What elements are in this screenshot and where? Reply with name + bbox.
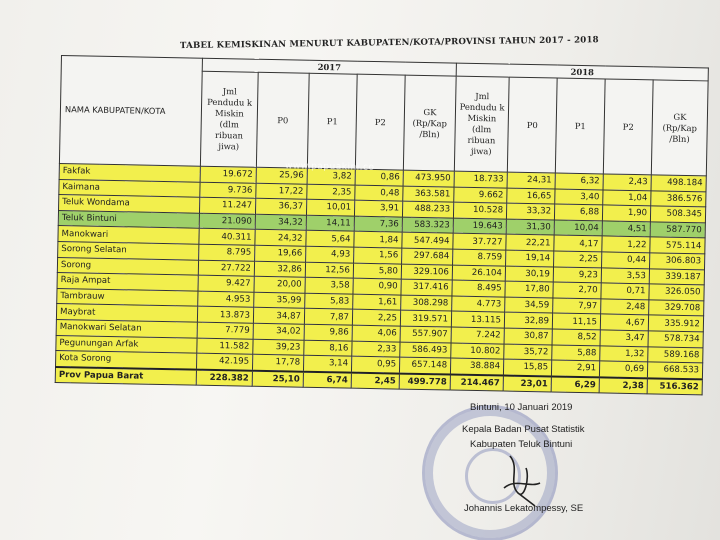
cell-p0-2018: 30,87 xyxy=(504,328,552,345)
cell-p1-2017: 10,01 xyxy=(306,199,354,216)
cell-p1-2017: 12,56 xyxy=(305,262,353,279)
cell-p2-2017: 1,84 xyxy=(354,232,402,249)
cell-gk-2017: 657.148 xyxy=(399,357,450,374)
header-p0-2017: P0 xyxy=(256,72,309,168)
cell-name: Teluk Bintuni xyxy=(58,210,199,228)
cell-p1-2017: 6,74 xyxy=(303,371,351,388)
cell-p2-2017: 1,61 xyxy=(353,294,401,311)
cell-gk-2017: 499.778 xyxy=(399,373,450,390)
cell-p0-2017: 19,66 xyxy=(255,245,306,262)
cell-p1-2018: 11,15 xyxy=(552,313,600,330)
cell-p0-2018: 19,14 xyxy=(506,250,554,267)
cell-p2-2018: 1,32 xyxy=(600,345,648,362)
cell-p0-2018: 17,80 xyxy=(505,281,553,298)
cell-jml-2018: 26.104 xyxy=(452,265,505,282)
cell-p1-2018: 7,97 xyxy=(553,298,601,315)
header-p2-2017: P2 xyxy=(355,74,405,170)
cell-p2-2018: 4,51 xyxy=(602,221,650,238)
header-name: NAMA KABUPATEN/KOTA xyxy=(59,56,202,167)
cell-gk-2017: 363.581 xyxy=(403,186,454,203)
poverty-table-container xyxy=(55,55,708,396)
cell-name: Tambrauw xyxy=(57,288,198,306)
cell-p2-2017: 7,36 xyxy=(354,216,402,233)
header-year-2018: 2018 xyxy=(456,63,708,81)
cell-p2-2017: 4,06 xyxy=(352,325,400,342)
cell-p0-2018: 33,32 xyxy=(506,203,554,220)
cell-p0-2017: 39,23 xyxy=(253,339,304,356)
cell-gk-2018: 329.708 xyxy=(649,300,704,317)
watermark-text: www.papuakini.co xyxy=(284,161,375,173)
cell-jml-2018: 10.528 xyxy=(453,202,506,219)
cell-jml-2018: 9.662 xyxy=(454,187,507,204)
cell-gk-2017: 488.233 xyxy=(402,201,453,218)
cell-jml-2017: 7.779 xyxy=(197,322,253,339)
cell-p2-2018: 1,22 xyxy=(602,236,650,253)
cell-p0-2018: 24,31 xyxy=(507,172,555,189)
cell-p0-2017: 24,32 xyxy=(255,230,306,247)
cell-p1-2018: 8,52 xyxy=(552,329,600,346)
cell-p0-2018: 34,59 xyxy=(505,297,553,314)
cell-p0-2018: 23,01 xyxy=(503,375,551,392)
cell-gk-2018: 575.114 xyxy=(650,237,705,254)
header-p2-2018: P2 xyxy=(603,79,653,175)
cell-gk-2018: 578.734 xyxy=(648,331,703,348)
cell-p0-2017: 17,22 xyxy=(256,183,307,200)
cell-jml-2017: 11.247 xyxy=(199,197,255,214)
place-date: Bintuni, 10 Januari 2019 xyxy=(470,402,573,413)
cell-gk-2017: 329.106 xyxy=(401,264,452,281)
cell-jml-2018: 4.773 xyxy=(452,296,505,313)
cell-p0-2017: 34,32 xyxy=(255,214,306,231)
office-title-line2: Kabupaten Teluk Bintuni xyxy=(470,439,573,450)
cell-jml-2017: 19.672 xyxy=(200,166,256,183)
cell-p2-2017: 1,56 xyxy=(354,247,402,264)
cell-name: Manokwari xyxy=(58,226,199,244)
cell-jml-2017: 11.582 xyxy=(197,338,253,355)
cell-gk-2017: 586.493 xyxy=(400,342,451,359)
cell-gk-2017: 308.298 xyxy=(401,295,452,312)
cell-gk-2017: 583.323 xyxy=(402,217,453,234)
cell-p0-2017: 34,02 xyxy=(253,323,304,340)
cell-jml-2018: 214.467 xyxy=(450,374,503,391)
header-year-2017: 2017 xyxy=(202,58,456,76)
cell-p0-2017: 20,00 xyxy=(254,276,305,293)
cell-p0-2017: 17,78 xyxy=(252,354,303,371)
cell-gk-2018: 516.362 xyxy=(647,378,702,395)
cell-p0-2017: 25,96 xyxy=(256,167,307,184)
header-p0-2018: P0 xyxy=(507,77,557,173)
cell-p2-2017: 2,25 xyxy=(352,309,400,326)
cell-jml-2018: 7.242 xyxy=(451,327,504,344)
cell-p0-2018: 31,30 xyxy=(506,219,554,236)
cell-p0-2018: 22,21 xyxy=(506,234,554,251)
cell-jml-2017: 21.090 xyxy=(199,213,255,230)
cell-p0-2017: 34,87 xyxy=(253,308,304,325)
cell-gk-2018: 587.770 xyxy=(650,222,705,239)
header-gk-2018: GK (Rp/Kap /Bln) xyxy=(651,80,708,176)
cell-name: Fakfak xyxy=(59,163,200,181)
cell-p0-2017: 35,99 xyxy=(254,292,305,309)
cell-jml-2017: 228.382 xyxy=(196,369,252,386)
cell-jml-2017: 13.873 xyxy=(197,307,253,324)
cell-jml-2017: 42.195 xyxy=(196,353,252,370)
cell-p0-2017: 25,10 xyxy=(252,370,303,387)
cell-gk-2017: 297.684 xyxy=(402,248,453,265)
office-title-line1: Kepala Badan Pusat Statistik xyxy=(462,424,585,435)
cell-gk-2018: 668.533 xyxy=(647,362,702,379)
table-body xyxy=(55,163,706,395)
cell-p2-2017: 2,45 xyxy=(351,372,399,389)
cell-p1-2018: 3,40 xyxy=(555,189,603,206)
cell-gk-2018: 306.803 xyxy=(650,253,705,270)
cell-p2-2018: 2,48 xyxy=(601,299,649,316)
cell-p2-2017: 5,80 xyxy=(353,263,401,280)
cell-p0-2017: 36,37 xyxy=(255,198,306,215)
cell-p1-2017: 2,35 xyxy=(307,184,355,201)
cell-gk-2018: 508.345 xyxy=(650,206,705,223)
cell-name: Pegunungan Arfak xyxy=(56,335,197,353)
cell-p2-2018: 0,69 xyxy=(599,361,647,378)
cell-p1-2017: 3,82 xyxy=(307,168,355,185)
cell-name: Sorong xyxy=(57,257,198,275)
cell-p1-2018: 2,91 xyxy=(551,360,599,377)
cell-jml-2018: 19.643 xyxy=(453,218,506,235)
signer-name: Johannis Lekatompessy, SE xyxy=(464,503,584,514)
cell-p1-2018: 6,32 xyxy=(555,173,603,190)
cell-p2-2018: 0,71 xyxy=(601,283,649,300)
cell-name: Sorong Selatan xyxy=(58,241,199,259)
cell-p1-2017: 5,83 xyxy=(305,293,353,310)
table-title: TABEL KEMISKINAN MENURUT KABUPATEN/KOTA/PROVINSI TAHUN 2017 - 2018 xyxy=(179,35,599,52)
cell-p1-2017: 8,16 xyxy=(304,340,352,357)
cell-p0-2018: 35,72 xyxy=(504,344,552,361)
cell-p1-2017: 3,14 xyxy=(303,355,351,372)
poverty-table xyxy=(55,55,709,396)
cell-gk-2017: 547.494 xyxy=(402,232,453,249)
cell-p2-2018: 3,53 xyxy=(601,267,649,284)
cell-p1-2017: 7,87 xyxy=(304,309,352,326)
header-gk-2017: GK (Rp/Kap /Bln) xyxy=(403,75,456,171)
cell-gk-2018: 335.912 xyxy=(648,315,703,332)
cell-p1-2018: 6,88 xyxy=(554,204,602,221)
cell-p1-2018: 4,17 xyxy=(554,235,602,252)
cell-gk-2017: 319.571 xyxy=(400,310,451,327)
cell-p1-2018: 6,29 xyxy=(551,376,599,393)
header-p1-2018: P1 xyxy=(555,78,605,174)
cell-name: Raja Ampat xyxy=(57,273,198,291)
cell-jml-2017: 4.953 xyxy=(198,291,254,308)
cell-jml-2018: 8.495 xyxy=(452,280,505,297)
cell-p2-2017: 3,91 xyxy=(354,200,402,217)
cell-gk-2018: 386.576 xyxy=(651,190,706,207)
cell-jml-2018: 18.733 xyxy=(454,171,507,188)
cell-p2-2018: 1,04 xyxy=(603,190,651,207)
cell-jml-2018: 37.727 xyxy=(453,233,506,250)
cell-name: Kaimana xyxy=(59,179,200,197)
cell-jml-2017: 27.722 xyxy=(198,260,254,277)
cell-jml-2018: 38.884 xyxy=(450,358,503,375)
cell-p0-2018: 30,19 xyxy=(505,266,553,283)
cell-p0-2018: 16,65 xyxy=(507,188,555,205)
cell-p2-2018: 3,47 xyxy=(600,330,648,347)
cell-p1-2018: 2,70 xyxy=(553,282,601,299)
cell-jml-2018: 10.802 xyxy=(451,343,504,360)
cell-p2-2018: 1,90 xyxy=(602,205,650,222)
cell-p1-2018: 9,23 xyxy=(553,267,601,284)
header-jml-2018: Jml Pendudu k Miskin (dlm ribuan jiwa) xyxy=(454,76,509,172)
cell-p1-2018: 2,25 xyxy=(554,251,602,268)
cell-p1-2017: 3,58 xyxy=(305,277,353,294)
cell-p2-2018: 2,38 xyxy=(599,377,647,394)
cell-p2-2017: 0,95 xyxy=(351,356,399,373)
cell-p2-2018: 2,43 xyxy=(603,174,651,191)
cell-jml-2017: 9.427 xyxy=(198,275,254,292)
cell-p1-2018: 10,04 xyxy=(554,220,602,237)
cell-jml-2017: 9.736 xyxy=(200,182,256,199)
cell-gk-2017: 557.907 xyxy=(400,326,451,343)
cell-p2-2017: 2,33 xyxy=(352,341,400,358)
cell-p1-2017: 4,93 xyxy=(306,246,354,263)
cell-name: Prov Papua Barat xyxy=(55,367,196,386)
cell-p2-2017: 0,48 xyxy=(355,185,403,202)
cell-jml-2018: 13.115 xyxy=(451,311,504,328)
cell-p1-2017: 9,86 xyxy=(304,324,352,341)
cell-jml-2017: 40.311 xyxy=(199,229,255,246)
header-jml-2017: Jml Pendudu k Miskin (dlm ribuan jiwa) xyxy=(200,71,258,167)
cell-gk-2017: 473.950 xyxy=(403,170,454,187)
cell-p0-2018: 15,85 xyxy=(503,359,551,376)
cell-name: Teluk Wondama xyxy=(59,195,200,213)
cell-p1-2018: 5,88 xyxy=(552,345,600,362)
cell-p0-2018: 32,89 xyxy=(504,312,552,329)
cell-p1-2017: 14,11 xyxy=(306,215,354,232)
header-p1-2017: P1 xyxy=(307,73,357,169)
cell-p2-2018: 4,67 xyxy=(600,314,648,331)
cell-name: Maybrat xyxy=(56,304,197,322)
cell-p1-2017: 5,64 xyxy=(306,231,354,248)
cell-p2-2018: 0,44 xyxy=(602,252,650,269)
cell-gk-2018: 589.168 xyxy=(648,346,703,363)
cell-jml-2017: 8.795 xyxy=(199,244,255,261)
cell-p0-2017: 32,86 xyxy=(254,261,305,278)
cell-gk-2018: 339.187 xyxy=(649,268,704,285)
cell-jml-2018: 8.759 xyxy=(453,249,506,266)
cell-gk-2018: 498.184 xyxy=(651,175,706,192)
cell-gk-2017: 317.416 xyxy=(401,279,452,296)
cell-name: Kota Sorong xyxy=(56,351,197,370)
cell-p2-2017: 0,86 xyxy=(355,169,403,186)
cell-name: Manokwari Selatan xyxy=(56,319,197,337)
cell-gk-2018: 326.050 xyxy=(649,284,704,301)
signature-icon xyxy=(490,448,560,508)
cell-p2-2017: 0,90 xyxy=(353,278,401,295)
